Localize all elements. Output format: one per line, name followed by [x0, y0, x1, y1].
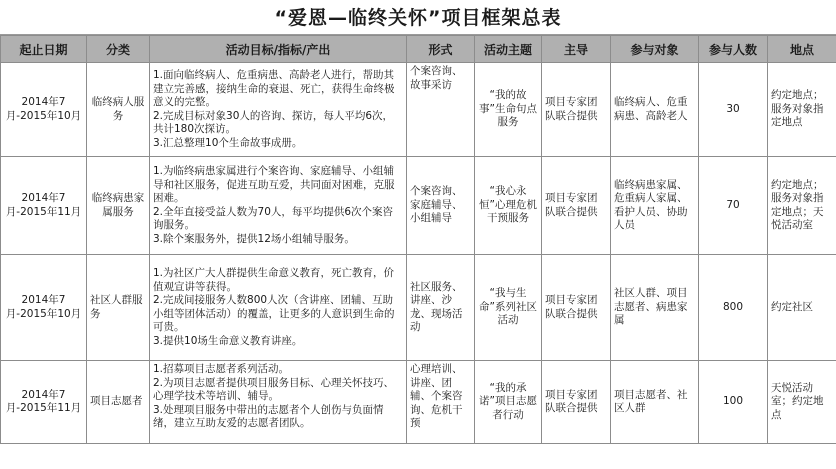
- cell-location: 天悦活动室；约定地点: [768, 361, 836, 444]
- goal-item: 3.处理项目服务中带出的志愿者个人创伤与负面情绪，建立互助友爱的志愿者团队。: [153, 403, 384, 429]
- cell-count: 800: [699, 255, 768, 361]
- cell-date: 2014年7月-2015年10月: [1, 255, 87, 361]
- header-form: 形式: [407, 36, 475, 63]
- goal-item: 3.提供10场生命意义教育讲座。: [153, 334, 303, 347]
- cell-count: 30: [699, 63, 768, 157]
- cell-form: 社区服务、讲座、沙龙、现场活动: [407, 255, 475, 361]
- goal-item: 1.为社区广大人群提供生命意义教育，死亡教育，价值观宣讲等获得。: [153, 267, 395, 293]
- table-row: [1, 157, 836, 255]
- cell-theme: “我心永恒”心理危机干预服务: [475, 157, 542, 255]
- cell-date: 2014年7月-2015年10月: [1, 63, 87, 157]
- table-row: [1, 361, 836, 444]
- cell-theme: “我与生命”系列社区活动: [475, 255, 542, 361]
- cell-participants: 临终病患家属、危重病人家属、看护人员、协助人员: [611, 157, 699, 255]
- cell-participants: 临终病人、危重病患、高龄老人: [611, 63, 699, 157]
- header-goals: 活动目标/指标/产出: [150, 36, 407, 63]
- project-framework-table: [0, 35, 836, 444]
- goal-item: 1.为临终病患家属进行个案咨询、家庭辅导、小组辅导和社区服务，促进互助互爱，共同面对困难，克服困难。: [153, 165, 395, 204]
- cell-form: 个案咨询、故事采访: [407, 63, 475, 157]
- header-theme: 活动主题: [475, 36, 542, 63]
- cell-category: 临终病患家属服务: [87, 157, 150, 255]
- goal-item: 2.全年直接受益人数为70人，每平均提供6次个案咨询服务。: [153, 205, 394, 231]
- goal-item: 3.除个案服务外，提供12场小组辅导服务。: [153, 232, 355, 245]
- cell-lead: 项目专家团队联合提供: [542, 157, 611, 255]
- cell-form: 个案咨询、家庭辅导、小组辅导: [407, 157, 475, 255]
- cell-theme: “我的故事”生命句点服务: [475, 63, 542, 157]
- cell-lead: 项目专家团队联合提供: [542, 255, 611, 361]
- cell-location: 约定地点；服务对象指定地点；天悦活动室: [768, 157, 836, 255]
- header-date: 起止日期: [1, 36, 87, 63]
- cell-location: 约定地点；服务对象指定地点: [768, 63, 836, 157]
- cell-date: 2014年7月-2015年11月: [1, 157, 87, 255]
- cell-goals: [150, 255, 407, 361]
- cell-theme: “我的承诺”项目志愿者行动: [475, 361, 542, 444]
- cell-category: 社区人群服务: [87, 255, 150, 361]
- header-count: 参与人数: [699, 36, 768, 63]
- cell-goals: [150, 63, 407, 157]
- header-location: 地点: [768, 36, 836, 63]
- goal-item: 3.汇总整理10个生命故事成册。: [153, 136, 303, 149]
- cell-category: 项目志愿者: [87, 361, 150, 444]
- goal-item: 2.完成间接服务人数800人次（含讲座、团辅、互助小组等团体活动）的覆盖，让更多的人意识到生命的可贵。: [153, 294, 395, 333]
- header-lead: 主导: [542, 36, 611, 63]
- header-category: 分类: [87, 36, 150, 63]
- cell-location: 约定社区: [768, 255, 836, 361]
- goal-item: 1.面向临终病人、危重病患、高龄老人进行，帮助其建立完善感，接纳生命的衰退、死亡，获得生命终极意义的完整。: [153, 69, 395, 108]
- header-participants: 参与对象: [611, 36, 699, 63]
- cell-participants: 社区人群、项目志愿者、病患家属: [611, 255, 699, 361]
- cell-lead: 项目专家团队联合提供: [542, 63, 611, 157]
- cell-count: 100: [699, 361, 768, 444]
- cell-goals: [150, 361, 407, 444]
- page-title: “爱恩—临终关怀”项目框架总表: [0, 0, 836, 35]
- cell-lead: 项目专家团队联合提供: [542, 361, 611, 444]
- table-row: [1, 63, 836, 157]
- goal-item: 2.为项目志愿者提供项目服务目标、心理关怀技巧、心理学技术等培训、辅导。: [153, 376, 395, 402]
- cell-goals: [150, 157, 407, 255]
- cell-participants: 项目志愿者、社区人群: [611, 361, 699, 444]
- goal-item: 1.招募项目志愿者系列活动。: [153, 363, 290, 375]
- cell-category: 临终病人服务: [87, 63, 150, 157]
- cell-count: 70: [699, 157, 768, 255]
- cell-date: 2014年7月-2015年11月: [1, 361, 87, 444]
- goal-item: 2.完成目标对象30人的咨询、探访，每人平均6次，共计180次探访。: [153, 109, 394, 135]
- cell-form: 心理培训、讲座、团辅、个案咨询、危机干预: [407, 361, 475, 444]
- header-row: [1, 36, 836, 63]
- table-row: [1, 255, 836, 361]
